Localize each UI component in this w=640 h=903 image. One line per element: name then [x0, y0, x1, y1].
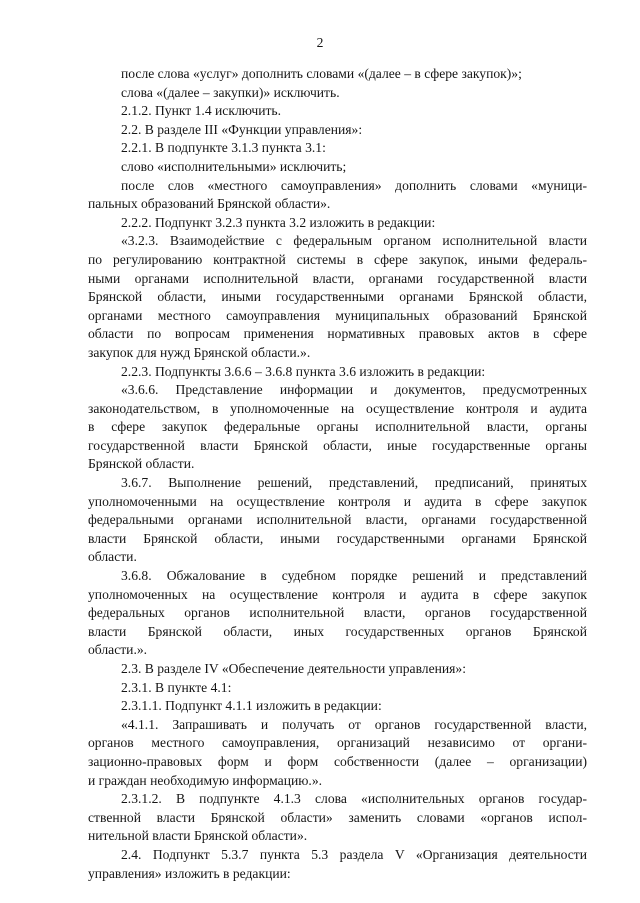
text-line: 2.3.1. В пункте 4.1:: [121, 679, 232, 695]
text-line: федеральными органами исполнительной власти, органами государственной: [88, 512, 587, 528]
text-line: пальных образований Брянской области».: [88, 196, 331, 212]
text-line: ственной власти Брянской области» заменить словами «органов испол-: [88, 809, 587, 825]
text-line: 2.3.1.1. Подпункт 4.1.1 изложить в редакции:: [121, 698, 382, 714]
text-line: 2.4. Подпункт 5.3.7 пункта 5.3 раздела V «Организация деятельности: [121, 846, 587, 862]
text-line: области по вопросам применения нормативных правовых актов в сфере: [88, 326, 587, 342]
text-line: 2.1.2. Пункт 1.4 исключить.: [121, 103, 282, 119]
text-line: Брянской области, иными государственными органами Брянской области,: [88, 289, 587, 305]
text-line: 2.2. В разделе III «Функции управления»:: [121, 121, 363, 137]
text-line: 3.6.7. Выполнение решений, представлений, предписаний, принятых: [121, 475, 587, 491]
text-line: зационно-правовых форм и форм собственности (далее – организации): [88, 753, 587, 769]
document-body: [88, 65, 587, 883]
text-line: «3.6.6. Представление информации и документов, предусмотренных: [121, 382, 587, 398]
text-line: 2.3.1.2. В подпункте 4.1.3 слова «исполнительных органов государ-: [121, 791, 587, 807]
text-line: 2.2.1. В подпункте 3.1.3 пункта 3.1:: [121, 140, 326, 156]
text-line: после слов «местного самоуправления» дополнить словами «муници-: [121, 177, 587, 193]
text-line: «3.2.3. Взаимодействие с федеральным органом исполнительной власти: [121, 233, 587, 249]
text-line: ными органами исполнительной власти, органами государственной власти: [88, 270, 587, 286]
text-line: государственной власти Брянской области, иные государственные органы: [88, 437, 587, 453]
text-line: уполномоченных на осуществление контроля и аудита в сфере закупок: [88, 586, 587, 602]
text-line: власти Брянской области, иных государственных органов Брянской: [88, 623, 587, 639]
text-line: Брянской области.: [88, 456, 195, 472]
text-line: 2.3. В разделе IV «Обеспечение деятельности управления»:: [121, 661, 467, 676]
text-line: нительной власти Брянской области».: [88, 828, 308, 844]
text-line: законодательством, в уполномоченные на осуществление контроля и аудита: [88, 400, 587, 416]
text-line: «4.1.1. Запрашивать и получать от органов государственной власти,: [121, 716, 587, 732]
text-line: после слова «услуг» дополнить словами «(далее – в сфере закупок)»;: [121, 66, 522, 81]
text-line: области.».: [88, 642, 148, 658]
text-line: 2.2.2. Подпункт 3.2.3 пункта 3.2 изложить в редакции:: [121, 214, 436, 230]
text-line: власти Брянской области, иными государственными органами Брянской: [88, 530, 587, 546]
text-line: управления» изложить в редакции:: [88, 865, 291, 881]
text-line: 2.2.3. Подпункты 3.6.6 – 3.6.8 пункта 3.6 изложить в редакции:: [121, 363, 486, 379]
page-number: 2: [316, 35, 324, 50]
text-line: уполномоченными на осуществление контроля и аудита в сфере закупок: [88, 493, 587, 509]
text-line: слова «(далее – закупки)» исключить.: [121, 84, 340, 100]
text-line: слово «исполнительными» исключить;: [121, 158, 347, 174]
text-line: и граждан необходимую информацию.».: [88, 772, 323, 788]
text-line: закупок для нужд Брянской области.».: [88, 344, 311, 360]
text-line: 3.6.8. Обжалование в судебном порядке решений и представлений: [121, 568, 587, 584]
text-line: в сфере закупок федеральные органы исполнительной власти, органы: [88, 419, 587, 435]
text-line: федеральных органов исполнительной власти, органов государственной: [88, 605, 587, 621]
text-line: по регулированию контрактной системы в сфере закупок, иными федераль-: [88, 251, 587, 267]
text-line: области.: [88, 549, 137, 565]
text-line: органов местного самоуправления, организаций независимо от органи-: [88, 735, 587, 751]
text-line: органами местного самоуправления муниципальных образований Брянской: [88, 307, 587, 323]
